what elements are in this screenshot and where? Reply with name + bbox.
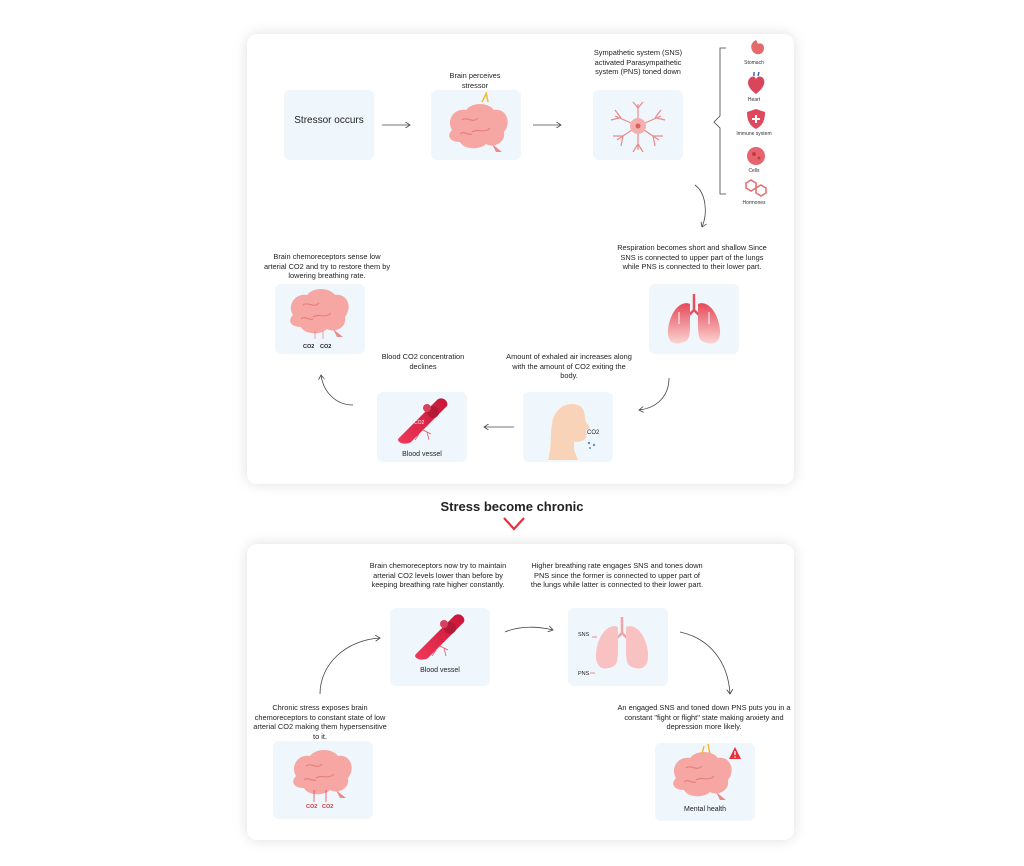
chemoreceptors-text: Brain chemoreceptors sense low arterial CO2 and try to restore them by lowering breathing rate. (263, 252, 391, 280)
hormone-icon (745, 178, 767, 198)
mental-health-label: Mental health (683, 806, 727, 813)
engaged-text: An engaged SNS and toned down PNS puts you in a constant "fight or flight" state making anxiety and depression more likely. (617, 703, 791, 731)
chemo-co2-right: CO2 (320, 344, 332, 350)
pns-label: PNS (578, 671, 590, 677)
arrow-6 (315, 369, 360, 409)
chronic-co2-right: CO2 (322, 804, 334, 810)
sns-activated-text: Sympathetic system (SNS) activated Parasympathetic system (PNS) toned down (593, 48, 683, 76)
arrow-5 (478, 422, 518, 432)
chemo-co2-left: CO2 (303, 344, 315, 350)
cell-icon (745, 145, 767, 167)
blood-vessel-label: Blood vessel (402, 451, 442, 458)
brain-perceives-text: Brain perceives stressor (449, 71, 501, 90)
chronic-text: Chronic stress exposes brain chemoreceptors to constant state of low arterial CO2 making them hypersensitive to it. (253, 703, 387, 741)
sns-label: SNS (578, 632, 590, 638)
chronic-co2-left: CO2 (306, 804, 318, 810)
respiration-text: Respiration becomes short and shallow Since SNS is connected to upper part of the lungs while PNS is connected to their lower part. (617, 243, 767, 271)
face-icon (538, 398, 608, 460)
exhale-dots-icon (586, 440, 600, 450)
chronic-brain-icon (288, 748, 358, 802)
blood-vessel-icon (393, 394, 453, 444)
arrow-2 (531, 120, 571, 130)
face-co2-label: CO2 (587, 430, 600, 436)
organ-cells-label: Cells (748, 168, 760, 174)
arrow-4 (635, 376, 675, 416)
brain-icon (442, 100, 512, 155)
lungs-icon (664, 290, 724, 350)
chemo-brain-icon (285, 287, 355, 339)
shield-icon (745, 107, 767, 131)
neuron-icon (603, 98, 673, 154)
stomach-icon (744, 38, 768, 58)
chevron-down-icon (502, 516, 526, 534)
chronic-heading: Stress become chronic (440, 499, 584, 514)
chemoreceptors-now-text: Brain chemoreceptors now try to maintain arterial CO2 levels lower than before by keeping breathing rate higher constantly. (369, 561, 507, 589)
organ-hormones-label: Hormones (742, 200, 766, 206)
arrow-3 (690, 183, 720, 233)
organs-brace (700, 46, 730, 196)
arrow-7 (503, 622, 558, 637)
heart-icon (744, 72, 768, 96)
bottom-blood-vessel-label: Blood vessel (420, 667, 460, 674)
blood-decline-text: Blood CO2 concentration declines (381, 352, 465, 371)
exhaled-text: Amount of exhaled air increases along with the amount of CO2 exiting the body. (506, 352, 632, 380)
arrow-9 (316, 634, 386, 696)
higher-rate-text: Higher breathing rate engages SNS and tones down PNS since the former is connected to upper part of the lungs while latter is connected to their lower part. (530, 561, 704, 589)
organ-heart-label: Heart (747, 97, 761, 103)
arrow-1 (380, 120, 420, 130)
bottom-lungs-icon (592, 613, 652, 677)
bottom-blood-vessel-icon (410, 610, 470, 660)
warning-icon (728, 746, 742, 760)
vessel-co2-label: CO2 (414, 420, 425, 426)
arrow-8 (678, 630, 738, 700)
organ-immune-label: Immune system (736, 131, 772, 137)
organ-stomach-label: Stomach (744, 60, 764, 66)
stressor-label: Stressor occurs (294, 115, 364, 126)
